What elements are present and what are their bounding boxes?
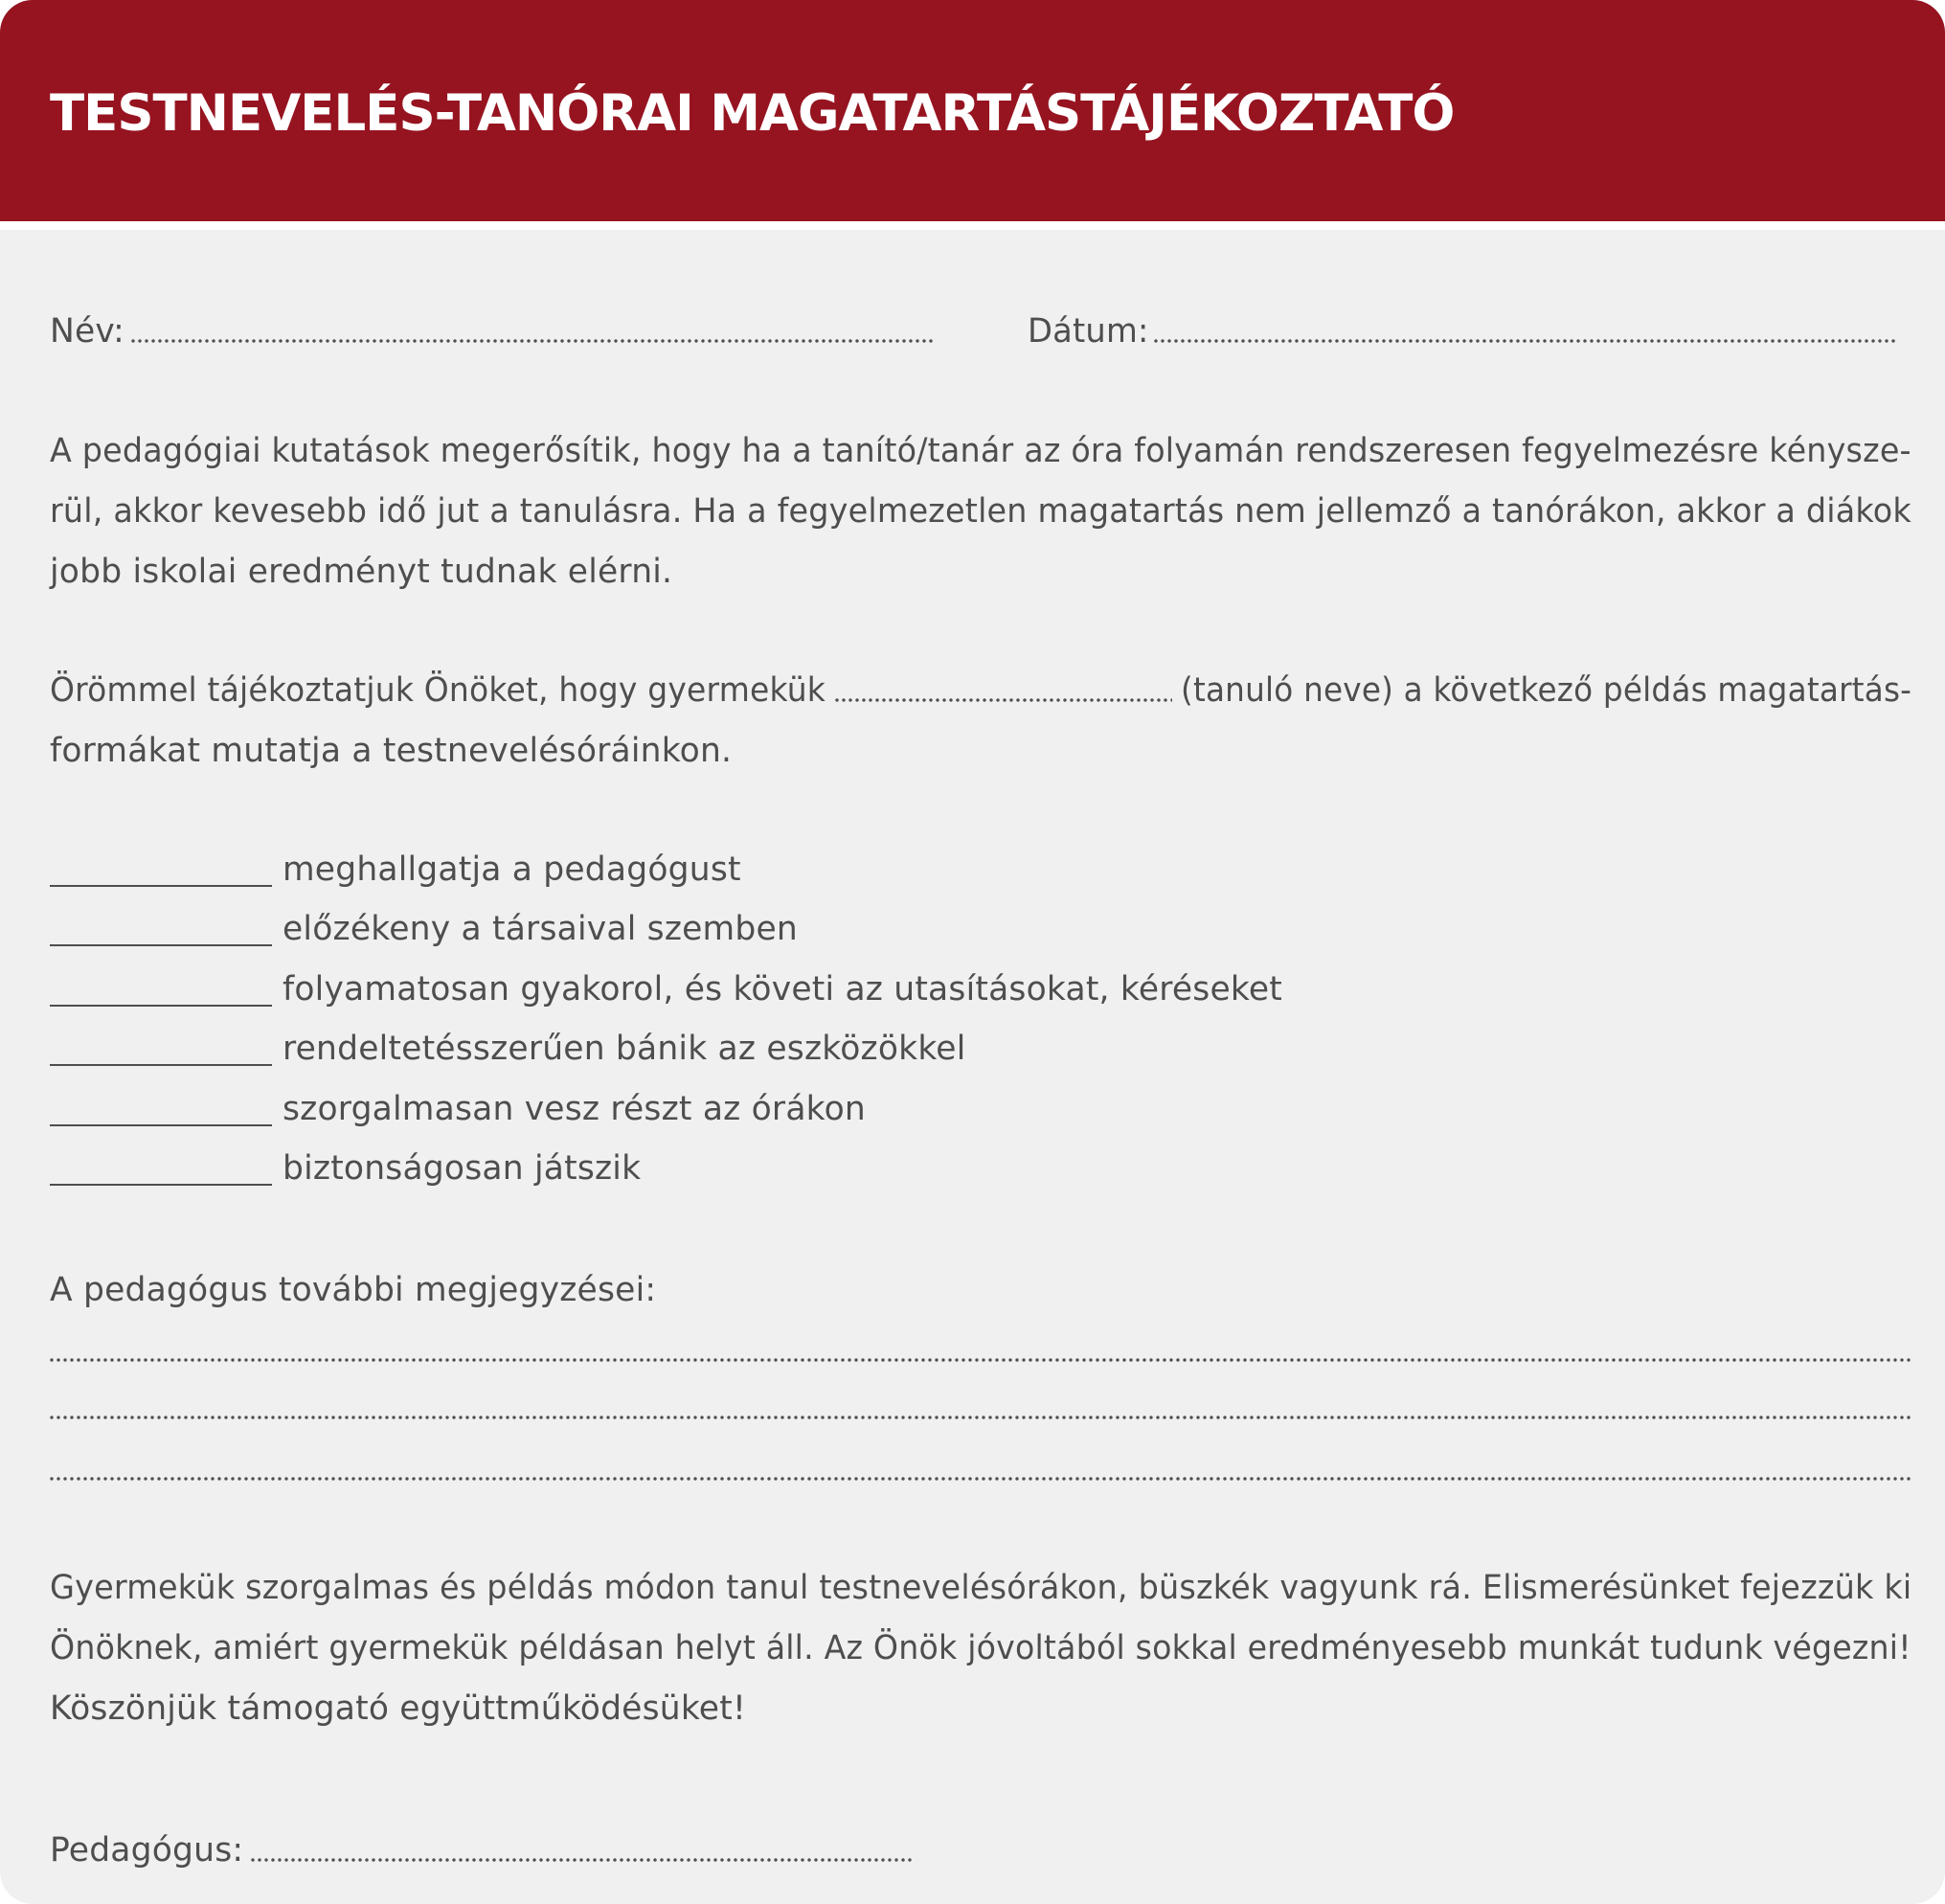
notice-line-1-start: Örömmel tájékoztatjuk Önöket, hogy gyermekük bbox=[50, 671, 826, 710]
remarks-line-2[interactable] bbox=[50, 1416, 1911, 1419]
remarks-line-1[interactable] bbox=[50, 1358, 1911, 1362]
closing-line-2: Önöknek, amiért gyermekük példásan helyt áll. Az Önök jóvoltából sokkal eredményesebb munkát tudunk végezni! bbox=[50, 1629, 1911, 1667]
notice-line-2: formákat mutatja a testnevelésóráinkon. bbox=[50, 732, 733, 770]
intro-line-3: jobb iskolai eredményt tudnak elérni. bbox=[50, 553, 673, 591]
date-label: Dátum: bbox=[1028, 312, 1149, 351]
behavior-item: előzékeny a társaival szemben bbox=[283, 910, 798, 948]
behavior-blank-4[interactable] bbox=[50, 1064, 272, 1066]
behavior-item: folyamatosan gyakorol, és követi az utasításokat, kéréseket bbox=[283, 970, 1283, 1009]
closing-line-1: Gyermekük szorgalmas és példás módon tanul testnevelésórákon, büszkék vagyunk rá. Elismerésünket fejezzük ki bbox=[50, 1569, 1912, 1607]
remarks-line-3[interactable] bbox=[50, 1477, 1911, 1481]
behavior-blank-5[interactable] bbox=[50, 1124, 272, 1126]
closing-line-3: Köszönjük támogató együttműködésüket! bbox=[50, 1689, 746, 1728]
intro-line-2: rül, akkor kevesebb idő jut a tanulásra. Ha a fegyelmezetlen magatartás nem jellemző a tanórákon, akkor a diákok bbox=[50, 492, 1911, 531]
remarks-label: A pedagógus további megjegyzései: bbox=[50, 1271, 657, 1309]
student-name-field[interactable] bbox=[835, 698, 1172, 702]
behavior-blank-6[interactable] bbox=[50, 1184, 272, 1186]
header-divider bbox=[0, 221, 1945, 230]
name-label: Név: bbox=[50, 312, 124, 351]
signature-label: Pedagógus: bbox=[50, 1831, 244, 1870]
behavior-item: szorgalmasan vesz részt az órákon bbox=[283, 1090, 866, 1128]
signature-field[interactable] bbox=[251, 1858, 912, 1862]
behavior-item: meghallgatja a pedagógust bbox=[283, 850, 741, 889]
behavior-blank-2[interactable] bbox=[50, 944, 272, 946]
notice-line-1-end: (tanuló neve) a következő példás magatartás- bbox=[1181, 671, 1912, 710]
behavior-blank-3[interactable] bbox=[50, 1005, 272, 1007]
name-field[interactable] bbox=[131, 339, 933, 343]
date-field[interactable] bbox=[1154, 339, 1896, 343]
behavior-blank-1[interactable] bbox=[50, 885, 272, 887]
header-banner bbox=[0, 0, 1945, 221]
behavior-item: biztonságosan játszik bbox=[283, 1149, 642, 1188]
intro-line-1: A pedagógiai kutatások megerősítik, hogy ha a tanító/tanár az óra folyamán rendszeresen fegyelmezésre kénysze- bbox=[50, 432, 1911, 470]
behavior-item: rendeltetésszerűen bánik az eszközökkel bbox=[283, 1030, 966, 1068]
page-title: TESTNEVELÉS-TANÓRAI MAGATARTÁSTÁJÉKOZTATÓ bbox=[50, 84, 1455, 143]
